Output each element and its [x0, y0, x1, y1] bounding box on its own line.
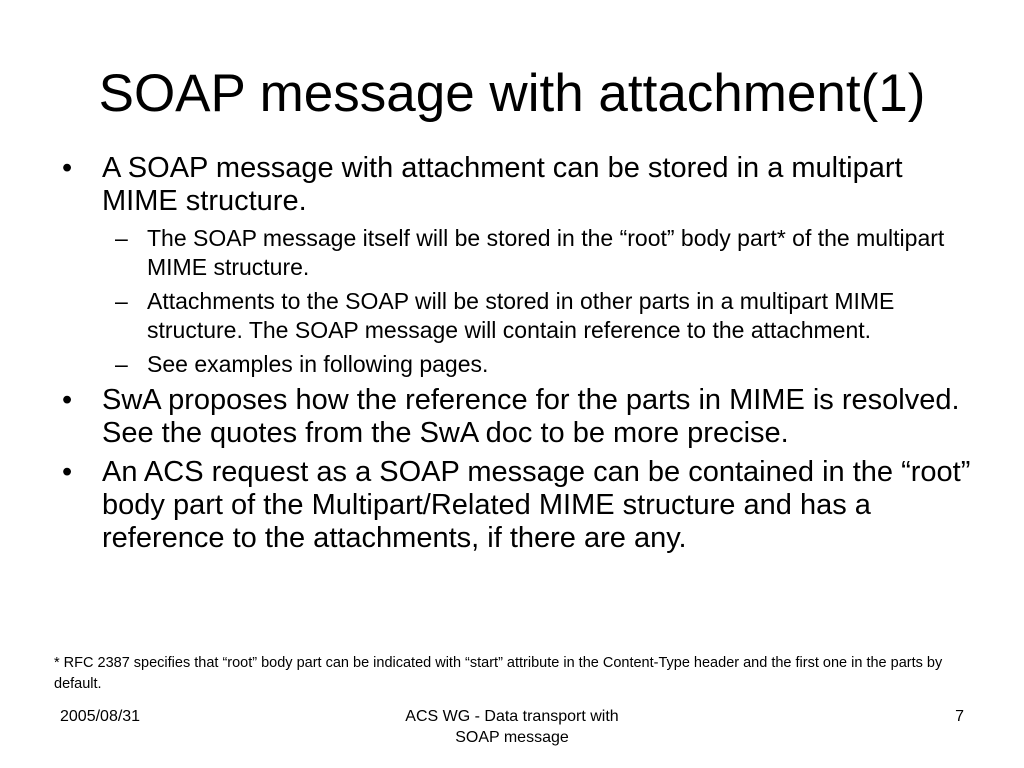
bullet-icon: •	[62, 152, 73, 184]
footer-title-line: SOAP message	[455, 729, 569, 746]
bullet-text: A SOAP message with attachment can be stored in a multipart MIME structure.	[102, 152, 903, 217]
footnote: * RFC 2387 specifies that “root” body part can be indicated with “start” attribute in the Content-Type header and the first one in the parts by default.	[54, 655, 943, 692]
slide-body	[60, 152, 980, 561]
bullet-item	[60, 152, 980, 218]
bullet-text: An ACS request as a SOAP message can be contained in the “root” body part of the Multipart/Related MIME structure and has a reference to the attachments, if there are any.	[102, 456, 971, 554]
bullet-text: SwA proposes how the reference for the parts in MIME is resolved. See the quotes from the SwA doc to be more precise.	[102, 384, 960, 449]
footer-date: 2005/08/31	[60, 708, 141, 725]
footer-title	[352, 706, 672, 748]
sub-bullet-item	[102, 224, 980, 282]
slide-title: SOAP message with attachment(1)	[98, 64, 926, 123]
dash-icon: –	[115, 288, 128, 314]
bullet-icon: •	[62, 384, 73, 416]
sub-bullet-item	[102, 287, 980, 345]
footer-title-line: ACS WG - Data transport with	[405, 708, 619, 725]
sub-bullet-text: See examples in following pages.	[147, 351, 489, 377]
sub-bullet-item	[102, 350, 980, 379]
dash-icon: –	[115, 351, 128, 377]
sub-bullet-text: Attachments to the SOAP will be stored in other parts in a multipart MIME structure. The SOAP message will contain reference to the attachment.	[147, 288, 895, 343]
page-number: 7	[955, 708, 964, 725]
sub-bullet-list	[60, 224, 980, 379]
bullet-item	[60, 384, 980, 450]
bullet-item	[60, 456, 980, 555]
sub-bullet-text: The SOAP message itself will be stored in the “root” body part* of the multipart MIME structure.	[147, 225, 945, 280]
bullet-icon: •	[62, 456, 73, 488]
dash-icon: –	[115, 225, 128, 251]
